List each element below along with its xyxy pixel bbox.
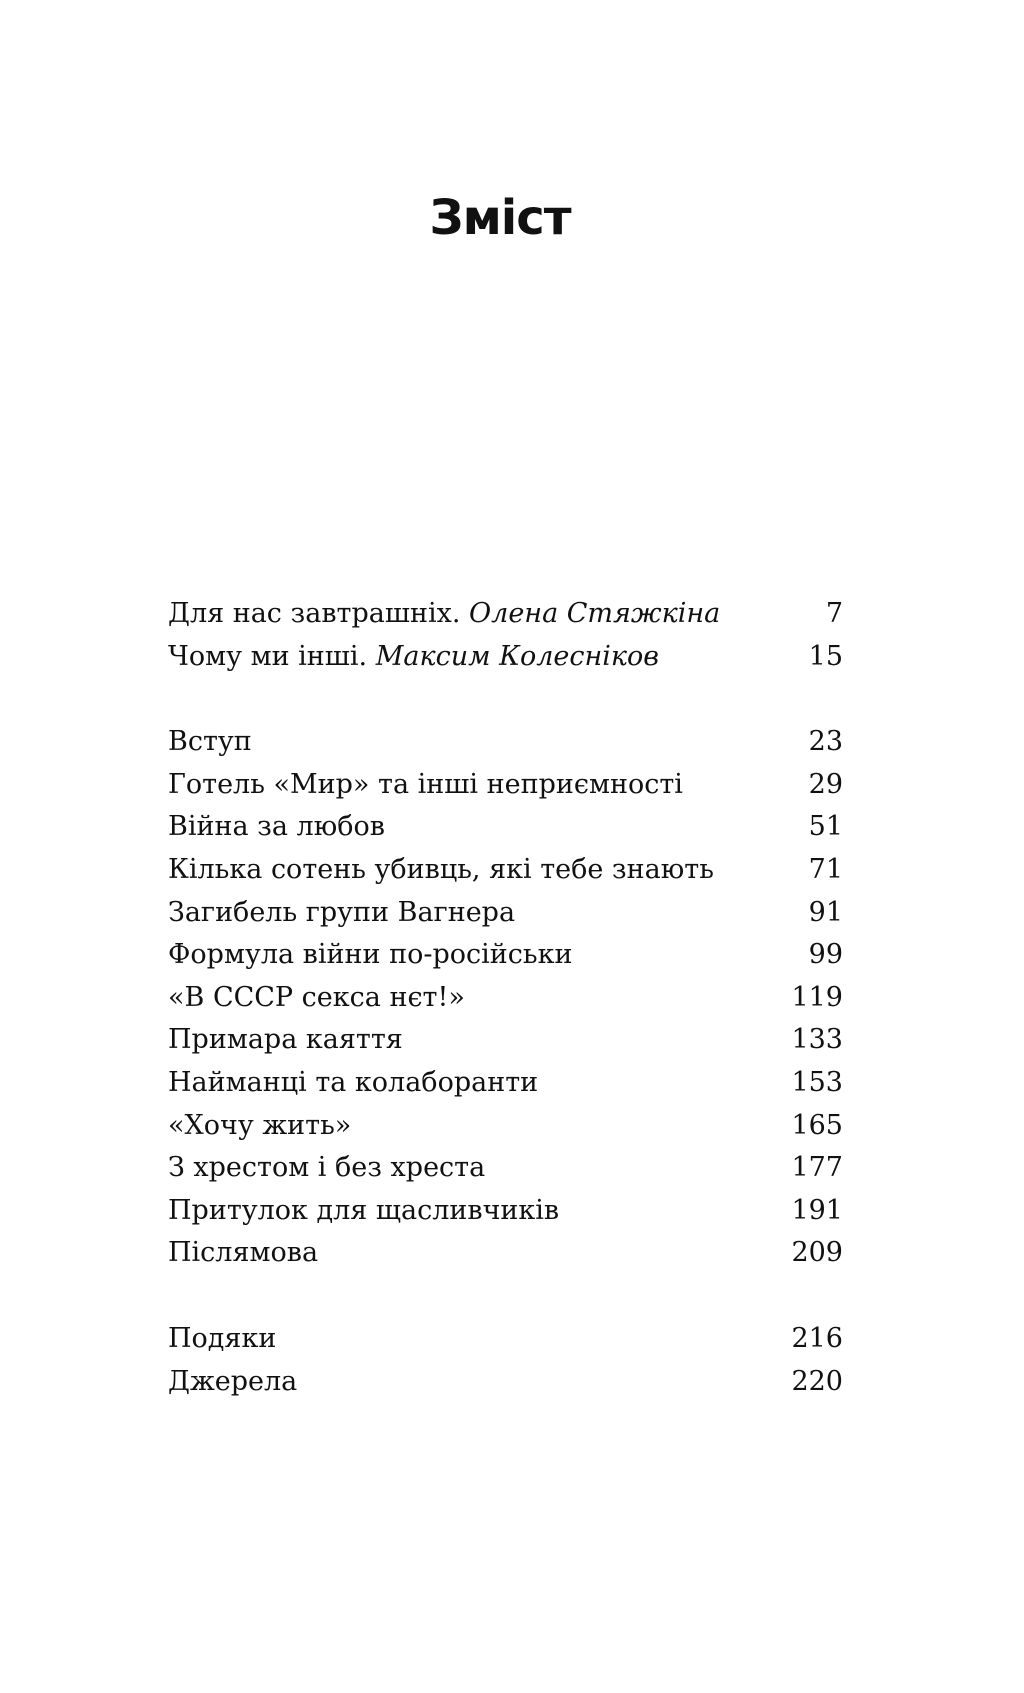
- toc-entry-title: Джерела: [168, 1365, 298, 1397]
- toc-entry-title: Кілька сотень убивць, які тебе знають: [168, 853, 714, 885]
- toc-entry-page: 29: [808, 768, 843, 800]
- toc-entry-page: 191: [791, 1194, 843, 1226]
- toc-entry-page: 133: [791, 1024, 843, 1056]
- toc-entry[interactable]: [168, 1232, 843, 1275]
- toc-entry-title: Подяки: [168, 1322, 277, 1354]
- toc-entry-page: 119: [791, 981, 843, 1013]
- toc-entry[interactable]: [168, 849, 843, 892]
- toc-entry-title: Війна за любов: [168, 811, 385, 843]
- toc-entry-title: З хрестом і без хреста: [168, 1152, 486, 1184]
- toc-entry-page: 51: [808, 811, 843, 843]
- toc-entry-page: 220: [791, 1365, 843, 1397]
- toc-entry-title: Примара каяття: [168, 1024, 403, 1056]
- toc-entry-page: 91: [808, 896, 843, 928]
- toc-entry[interactable]: [168, 977, 843, 1020]
- toc-entry[interactable]: [168, 1105, 843, 1148]
- toc-entry[interactable]: [168, 721, 843, 764]
- toc-group-chapters: [168, 721, 843, 1275]
- toc-entry[interactable]: [168, 1318, 843, 1361]
- toc-entry-text: [168, 593, 720, 636]
- toc-entry-title: Загибель групи Вагнера: [168, 896, 516, 928]
- toc-entry[interactable]: [168, 892, 843, 935]
- toc-entry-page: 165: [791, 1109, 843, 1141]
- toc-entry-text: [168, 636, 659, 679]
- toc-entry-title: «В СССР секса нєт!»: [168, 981, 465, 1013]
- toc-entry-title: Чому ми інші.: [168, 640, 368, 672]
- toc-entry-author: Максим Колесніков: [375, 640, 660, 672]
- toc-entry[interactable]: [168, 1190, 843, 1233]
- toc-entry-title: Для нас завтрашніх.: [168, 598, 461, 629]
- toc-entry-author: Олена Стяжкіна: [469, 598, 721, 629]
- toc-entry-page: 177: [791, 1152, 843, 1184]
- toc-entry-title: Притулок для щасливчиків: [168, 1194, 560, 1226]
- toc-entry-title: Формула війни по-російськи: [168, 939, 573, 971]
- toc-entry[interactable]: [168, 593, 843, 636]
- toc-entry[interactable]: [168, 636, 843, 679]
- toc-entry[interactable]: [168, 934, 843, 977]
- toc-entry-title: Вступ: [168, 726, 252, 758]
- toc-group-forewords: [168, 593, 843, 678]
- toc-entry-page: 71: [808, 853, 843, 885]
- toc-entry-page: 99: [808, 939, 843, 971]
- toc-entry-page: 23: [808, 726, 843, 758]
- toc-entry-title: Найманці та колаборанти: [168, 1066, 539, 1098]
- toc-entry-page: 209: [791, 1237, 843, 1269]
- toc-entry-page: 153: [791, 1066, 843, 1098]
- toc-entry[interactable]: [168, 1361, 843, 1404]
- table-of-contents: [168, 593, 843, 1446]
- toc-entry[interactable]: [168, 806, 843, 849]
- toc-entry[interactable]: [168, 1019, 843, 1062]
- toc-group-backmatter: [168, 1318, 843, 1403]
- toc-entry[interactable]: [168, 764, 843, 807]
- toc-entry-title: «Хочу жить»: [168, 1109, 352, 1141]
- toc-entry-title: Післямова: [168, 1237, 319, 1269]
- page-title: Зміст: [429, 190, 571, 246]
- toc-entry[interactable]: [168, 1062, 843, 1105]
- toc-entry-page: 15: [808, 640, 843, 672]
- toc-entry-page: 7: [825, 598, 843, 629]
- toc-entry-title: Готель «Мир» та інші неприємності: [168, 768, 683, 800]
- toc-entry-page: 216: [791, 1322, 843, 1354]
- toc-entry[interactable]: [168, 1147, 843, 1190]
